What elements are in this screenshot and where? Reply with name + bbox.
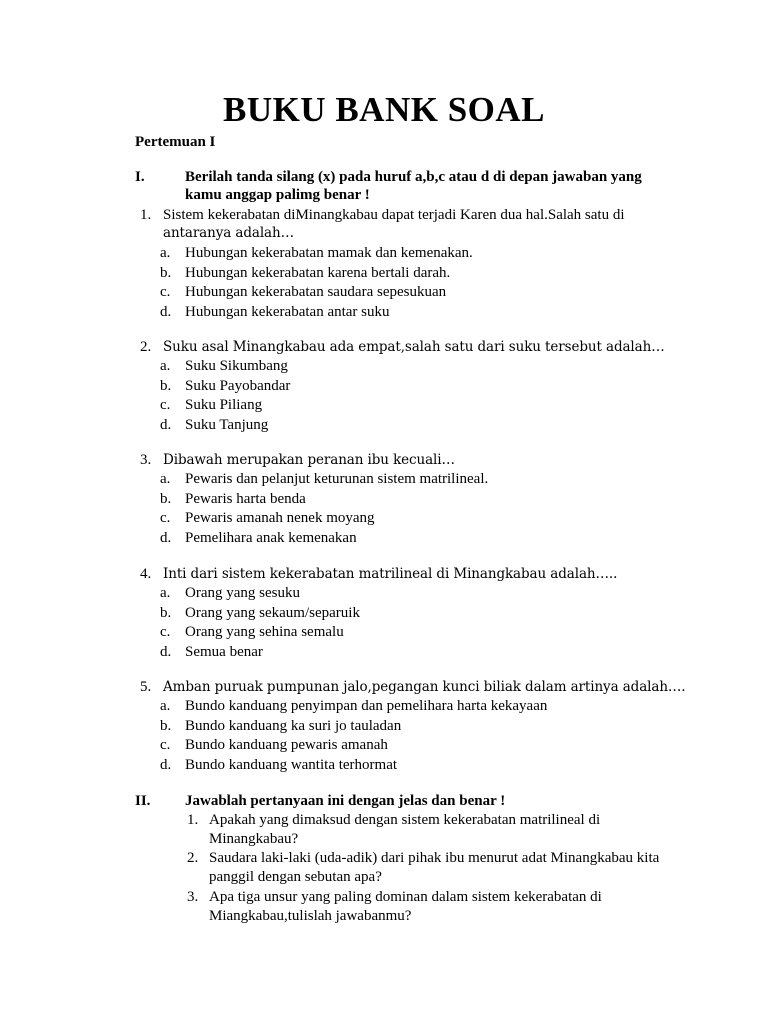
meeting-label: Pertemuan I	[135, 134, 216, 150]
option-text: Orang yang sesuku	[185, 585, 300, 601]
option-a[interactable]	[160, 584, 640, 604]
question-5-options	[160, 697, 640, 775]
option-b[interactable]	[160, 604, 640, 624]
option-letter: b.	[160, 604, 172, 621]
option-d[interactable]	[160, 756, 640, 776]
essay-number: 3.	[187, 889, 199, 905]
section-2-instruction: Jawablah pertanyaan ini dengan jelas dan benar !	[185, 793, 506, 809]
question-text-line1: Inti dari sistem kekerabatan matrilineal di Minangkabau adalah…..	[163, 566, 618, 582]
option-text: Pemelihara anak kemenakan	[185, 529, 357, 546]
option-text: Pewaris harta benda	[185, 490, 306, 507]
question-text-line2: antaranya adalah…	[163, 225, 294, 241]
option-text: Bundo kanduang penyimpan dan pemelihara harta kekayaan	[185, 698, 548, 714]
option-text: Hubungan kekerabatan karena bertali darah.	[185, 264, 451, 281]
option-letter: a.	[160, 245, 171, 261]
section-1-numeral: I.	[135, 169, 145, 185]
question-2-options	[160, 357, 640, 435]
option-b[interactable]	[160, 264, 640, 284]
option-letter: d.	[160, 643, 172, 660]
option-text: Suku Piliang	[185, 397, 263, 413]
option-letter: d.	[160, 416, 172, 433]
question-number: 3.	[140, 452, 152, 468]
section-2-numeral: II.	[135, 793, 151, 809]
option-letter: a.	[160, 585, 171, 601]
option-text: Semua benar	[185, 643, 263, 660]
option-letter: c.	[160, 510, 171, 526]
section-1-instruction-line1: Berilah tanda silang (x) pada huruf a,b,c atau d di depan jawaban yang	[185, 169, 642, 185]
essay-number: 2.	[187, 850, 199, 866]
option-letter: d.	[160, 303, 172, 320]
essay-number: 1.	[187, 812, 199, 828]
essay-text-line2: panggil dengan sebutan apa?	[209, 869, 382, 885]
option-b[interactable]	[160, 377, 640, 397]
option-letter: b.	[160, 490, 172, 507]
option-b[interactable]	[160, 490, 640, 510]
option-letter: d.	[160, 529, 172, 546]
option-a[interactable]	[160, 244, 640, 264]
option-text: Bundo kanduang wantita terhormat	[185, 756, 398, 773]
option-text: Suku Sikumbang	[185, 358, 288, 374]
option-b[interactable]	[160, 717, 640, 737]
option-letter: c.	[160, 284, 171, 300]
question-4-options	[160, 584, 640, 662]
option-text: Bundo kanduang ka suri jo tauladan	[185, 717, 402, 734]
option-a[interactable]	[160, 697, 640, 717]
option-letter: c.	[160, 397, 171, 413]
option-text: Hubungan kekerabatan antar suku	[185, 303, 390, 320]
question-number: 5.	[140, 679, 152, 695]
option-letter: b.	[160, 717, 172, 734]
essay-text-line1: Apa tiga unsur yang paling dominan dalam sistem kekerabatan di	[209, 889, 602, 905]
page-title: BUKU BANK SOAL	[222, 90, 546, 129]
option-text: Pewaris amanah nenek moyang	[185, 510, 375, 526]
section-1-instruction-line2: kamu anggap palimg benar !	[185, 187, 370, 203]
question-text-line1: Suku asal Minangkabau ada empat,salah satu dari suku tersebut adalah…	[163, 339, 665, 355]
question-text-line1: Sistem kekerabatan diMinangkabau dapat terjadi Karen dua hal.Salah satu di	[163, 207, 625, 223]
option-text: Hubungan kekerabatan mamak dan kemenakan.	[185, 245, 473, 261]
option-text: Orang yang sehina semalu	[185, 624, 344, 640]
question-number: 4.	[140, 566, 152, 582]
option-letter: a.	[160, 358, 171, 374]
option-text: Hubungan kekerabatan saudara sepesukuan	[185, 284, 447, 300]
question-text-line1: Dibawah merupakan peranan ibu kecuali…	[163, 452, 455, 468]
option-text: Bundo kanduang pewaris amanah	[185, 737, 388, 753]
option-text: Suku Payobandar	[185, 377, 291, 394]
question-1-options	[160, 244, 640, 322]
option-a[interactable]	[160, 470, 640, 490]
essay-text-line2: Minangkabau?	[209, 831, 299, 847]
option-c[interactable]	[160, 623, 640, 643]
option-text: Orang yang sekaum/separuik	[185, 604, 360, 621]
option-letter: b.	[160, 264, 172, 281]
option-d[interactable]	[160, 643, 640, 663]
option-letter: a.	[160, 471, 171, 487]
question-number: 2.	[140, 339, 152, 355]
question-text-line1: Amban puruak pumpunan jalo,pegangan kunci biliak dalam artinya adalah….	[163, 679, 686, 695]
option-c[interactable]	[160, 509, 640, 529]
option-d[interactable]	[160, 529, 640, 549]
option-letter: b.	[160, 377, 172, 394]
essay-text-line1: Apakah yang dimaksud dengan sistem kekerabatan matrilineal di	[209, 812, 601, 828]
option-text: Pewaris dan pelanjut keturunan sistem matrilineal.	[185, 471, 489, 487]
option-a[interactable]	[160, 357, 640, 377]
question-3-options	[160, 470, 640, 548]
essay-text-line1: Saudara laki-laki (uda-adik) dari pihak ibu menurut adat Minangkabau kita	[209, 850, 660, 866]
option-letter: a.	[160, 698, 171, 714]
option-letter: d.	[160, 756, 172, 773]
option-letter: c.	[160, 737, 171, 753]
essay-text-line2: Miangkabau,tulislah jawabanmu?	[209, 908, 412, 924]
option-letter: c.	[160, 624, 171, 640]
option-c[interactable]	[160, 736, 640, 756]
option-c[interactable]	[160, 396, 640, 416]
option-text: Suku Tanjung	[185, 416, 269, 433]
question-number: 1.	[140, 207, 152, 223]
option-c[interactable]	[160, 283, 640, 303]
option-d[interactable]	[160, 416, 640, 436]
option-d[interactable]	[160, 303, 640, 323]
